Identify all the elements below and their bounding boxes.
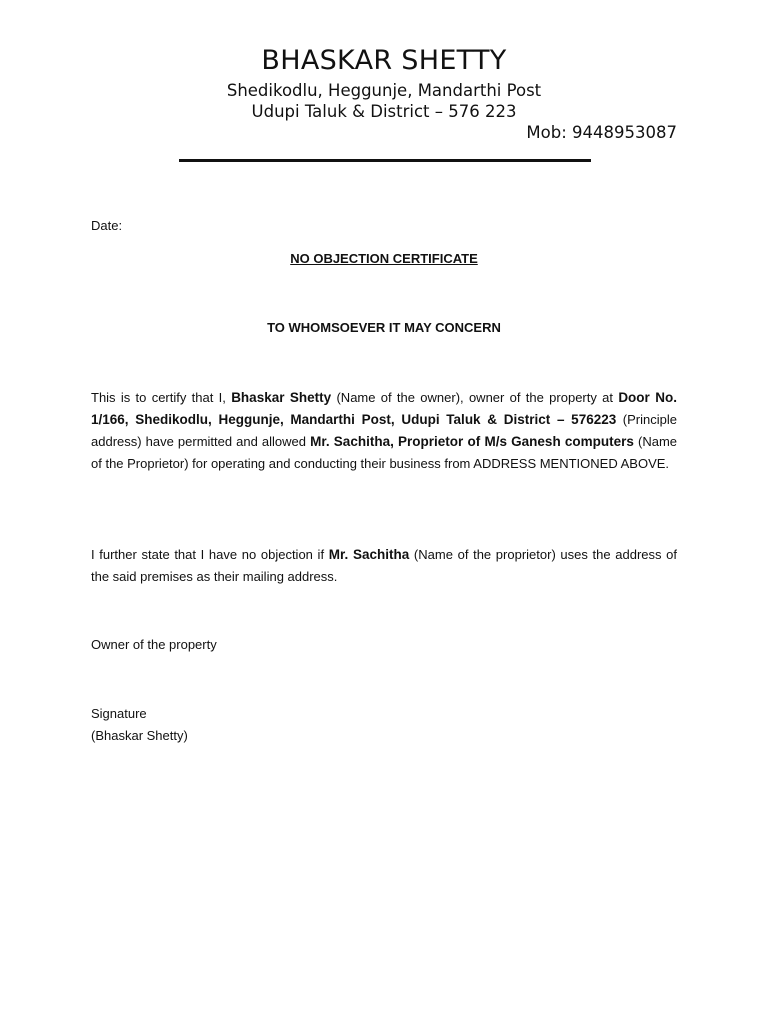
letterhead-divider	[179, 159, 591, 162]
paragraph-no-objection	[91, 544, 677, 588]
salutation: TO WHOMSOEVER IT MAY CONCERN	[267, 320, 501, 335]
date-label: Date:	[91, 218, 123, 233]
certificate-title: NO OBJECTION CERTIFICATE	[290, 251, 478, 266]
property-address: Door No. 1/166, Shedikodlu, Heggunje, Mandarthi Post, Udupi Taluk & District – 576223	[91, 390, 677, 427]
paragraph2-text-1: I further state that I have no objection if	[91, 547, 329, 562]
paragraph1-text-2: (Name of the owner), owner of the property at	[331, 390, 619, 405]
letterhead-address-line1: Shedikodlu, Heggunje, Mandarthi Post	[226, 81, 542, 100]
paragraph-certification	[91, 387, 677, 475]
signature-label: Signature	[91, 706, 147, 721]
proprietor-details: Mr. Sachitha, Proprietor of M/s Ganesh computers	[310, 434, 634, 449]
letterhead-address-line2: Udupi Taluk & District – 576 223	[251, 102, 517, 121]
paragraph1-text-4: (Name of the Proprietor) for operating and conducting their business from ADDRESS MENTIONED ABOVE.	[91, 434, 677, 471]
paragraph1-text-3: (Principle address) have permitted and allowed	[91, 412, 677, 449]
proprietor-name: Mr. Sachitha	[328, 547, 410, 562]
paragraph2-text-2: (Name of the proprietor) uses the address of the said premises as their mailing address.	[91, 547, 677, 584]
signature-name: (Bhaskar Shetty)	[91, 728, 188, 743]
letterhead-name: BHASKAR SHETTY	[261, 45, 507, 76]
paragraph1-text-1: This is to certify that I,	[91, 390, 232, 405]
letterhead-mobile: Mob: 9448953087	[526, 123, 677, 142]
owner-label: Owner of the property	[91, 637, 217, 652]
owner-name: Bhaskar Shetty	[231, 390, 332, 405]
